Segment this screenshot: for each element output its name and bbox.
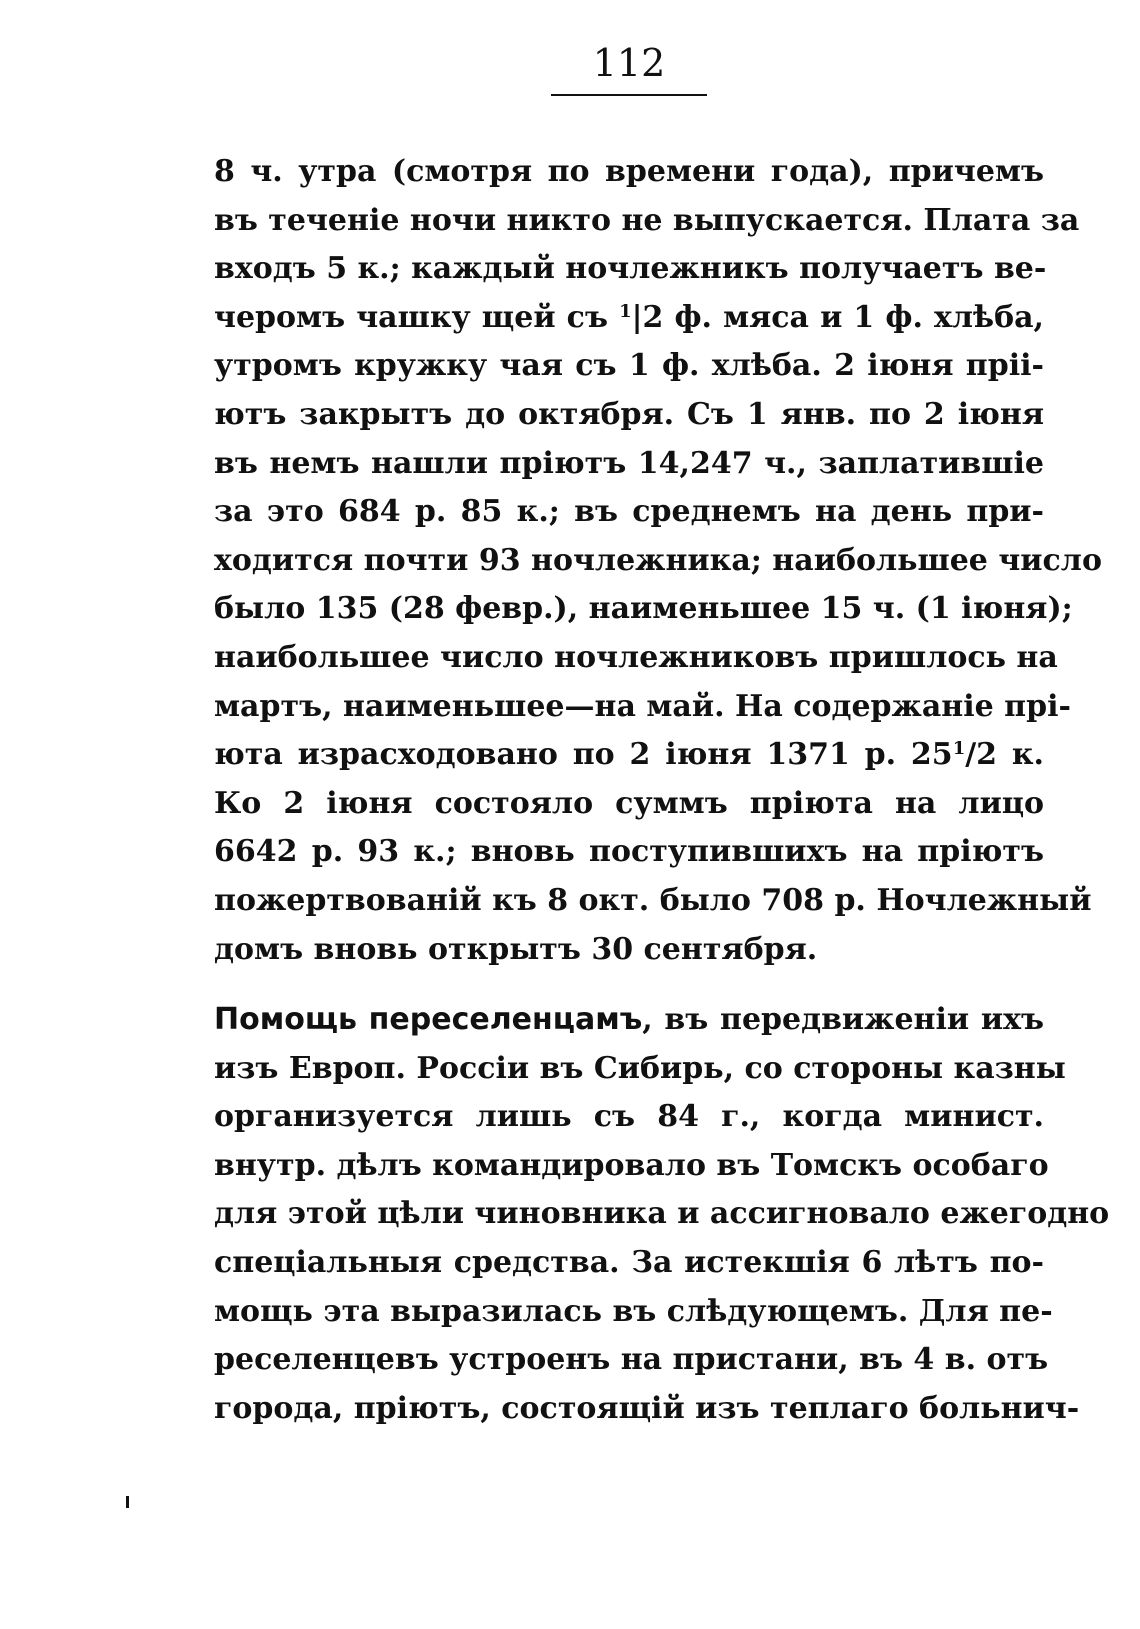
text-line: въ немъ нашли пріютъ 14,247 ч., заплатившіе <box>214 445 1044 481</box>
text-line: за это 684 р. 85 к.; въ среднемъ на день при- <box>214 494 1044 530</box>
superscript: 1 <box>952 738 966 760</box>
text-line: утромъ кружку чая съ 1 ф. хлѣба. 2 іюня пріі- <box>214 348 1044 384</box>
text-line: 6642 р. 93 к.; вновь поступившихъ на пріютъ <box>214 834 1044 870</box>
text-fragment: юта израсходовано по 2 іюня 1371 р. 25 <box>214 737 953 773</box>
text-line <box>214 731 1044 780</box>
text-line: ходится почти 93 ночлежника; наибольшее число <box>214 542 1102 578</box>
text-line: мощь эта выразилась въ слѣдующемъ. Для пе- <box>214 1293 1053 1329</box>
superscript: 1 <box>619 300 632 322</box>
text-fragment: |2 ф. мяса и 1 ф. хлѣба, <box>631 299 1045 335</box>
page-number-rule <box>551 94 707 96</box>
text-line: внутр. дѣлъ командировало въ Томскъ особаго <box>214 1147 1049 1183</box>
text-line: наибольшее число ночлежниковъ пришлось на <box>214 639 1058 675</box>
section-lead-heading: Помощь переселенцамъ <box>214 1002 643 1037</box>
text-line: организуется лишь съ 84 г., когда минист. <box>214 1099 1044 1135</box>
text-line: было 135 (28 февр.), наименьшее 15 ч. (1 іюня); <box>214 591 1073 627</box>
text-line: Ко 2 іюня состояло суммъ пріюта на лицо <box>214 785 1044 821</box>
text-line: въ теченіе ночи никто не выпускается. Плата за <box>214 202 1080 238</box>
text-fragment: , въ передвиженіи ихъ <box>642 1002 1045 1037</box>
text-line: спеціальныя средства. За истекшія 6 лѣтъ по- <box>214 1244 1044 1280</box>
text-line: мартъ, наименьшее—на май. На содержаніе прі- <box>214 688 1071 724</box>
text-line: входъ 5 к.; каждый ночлежникъ получаетъ ве- <box>214 251 1047 287</box>
text-fragment: /2 к. <box>965 737 1044 773</box>
paragraph-shelter <box>214 148 1102 974</box>
text-line: реселенцевъ устроенъ на пристани, въ 4 в. отъ <box>214 1342 1049 1378</box>
text-line: города, пріютъ, состоящій изъ теплаго больнич- <box>214 1390 1080 1426</box>
text-line: для этой цѣли чиновника и ассигновало ежегодно <box>214 1196 1110 1232</box>
page-number: 112 <box>592 41 666 85</box>
text-line: ютъ закрытъ до октября. Съ 1 янв. по 2 іюня <box>214 396 1044 432</box>
text-line <box>214 996 1044 1045</box>
text-line: пожертвованій къ 8 окт. было 708 р. Ночлежный <box>214 882 1092 918</box>
text-line: изъ Европ. Россіи въ Сибирь, со стороны казны <box>214 1050 1066 1086</box>
stray-ink-mark <box>126 1496 129 1508</box>
text-fragment: черомъ чашку щей съ <box>214 299 620 335</box>
text-line <box>214 294 1044 343</box>
paragraph-resettlers <box>214 996 1110 1433</box>
text-line: 8 ч. утра (смотря по времени года), причемъ <box>214 154 1044 189</box>
text-line: домъ вновь открытъ 30 сентября. <box>214 931 818 967</box>
